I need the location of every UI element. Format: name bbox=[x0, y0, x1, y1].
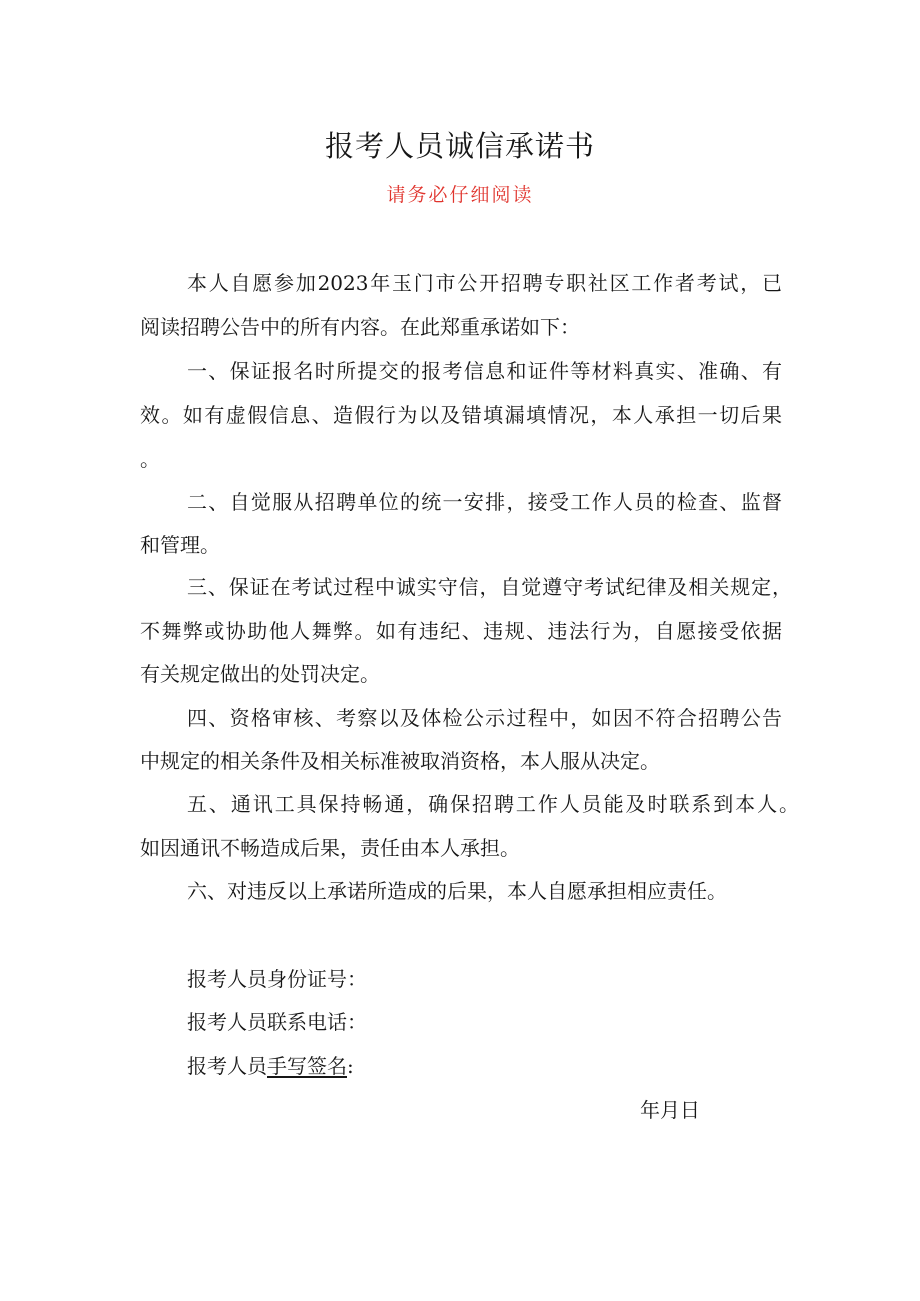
paragraph-line: 二、自觉服从招聘单位的统一安排，接受工作人员的检查、监督 bbox=[187, 490, 782, 514]
signature-label bbox=[187, 1053, 354, 1079]
document-title: 报考人员诚信承诺书 bbox=[324, 129, 595, 163]
paragraph-line: 六、对违反以上承诺所造成的后果，本人自愿承担相应责任。 bbox=[187, 879, 727, 903]
paragraph-line: 不舞弊或协助他人舞弊。如有违纪、违规、违法行为，自愿接受依据 bbox=[140, 619, 782, 643]
paragraph-line: 一、保证报名时所提交的报考信息和证件等材料真实、准确、有 bbox=[187, 359, 782, 383]
paragraph-line: 和管理。 bbox=[140, 533, 220, 557]
date-label: 年月日 bbox=[640, 1098, 700, 1122]
paragraph-line: 如因通讯不畅造成后果，责任由本人承担。 bbox=[140, 836, 520, 860]
paragraph-line: 效。如有虚假信息、造假行为以及错填漏填情况，本人承担一切后果 bbox=[140, 403, 782, 427]
paragraph-line: 有关规定做出的处罚决定。 bbox=[140, 662, 380, 686]
document-subtitle: 请务必仔细阅读 bbox=[386, 184, 534, 206]
paragraph-line: 三、保证在考试过程中诚实守信，自觉遵守考试纪律及相关规定， bbox=[187, 575, 792, 599]
signature-suffix: : bbox=[347, 1054, 354, 1078]
paragraph-line: 阅读招聘公告中的所有内容。在此郑重承诺如下： bbox=[140, 315, 580, 339]
paragraph-line: 中规定的相关条件及相关标准被取消资格，本人服从决定。 bbox=[140, 749, 660, 773]
phone-label: 报考人员联系电话： bbox=[187, 1010, 367, 1034]
paragraph-line: 四、资格审核、考察以及体检公示过程中，如因不符合招聘公告 bbox=[187, 706, 782, 730]
signature-prefix: 报考人员 bbox=[187, 1054, 267, 1078]
paragraph-line: 本人自愿参加2023年玉门市公开招聘专职社区工作者考试，已 bbox=[187, 271, 782, 295]
id-number-label: 报考人员身份证号： bbox=[187, 967, 367, 991]
signature-underlined: 手写签名 bbox=[267, 1054, 347, 1078]
paragraph-line: 。 bbox=[140, 447, 160, 471]
paragraph-line: 五、通讯工具保持畅通，确保招聘工作人员能及时联系到本人。 bbox=[187, 792, 799, 816]
